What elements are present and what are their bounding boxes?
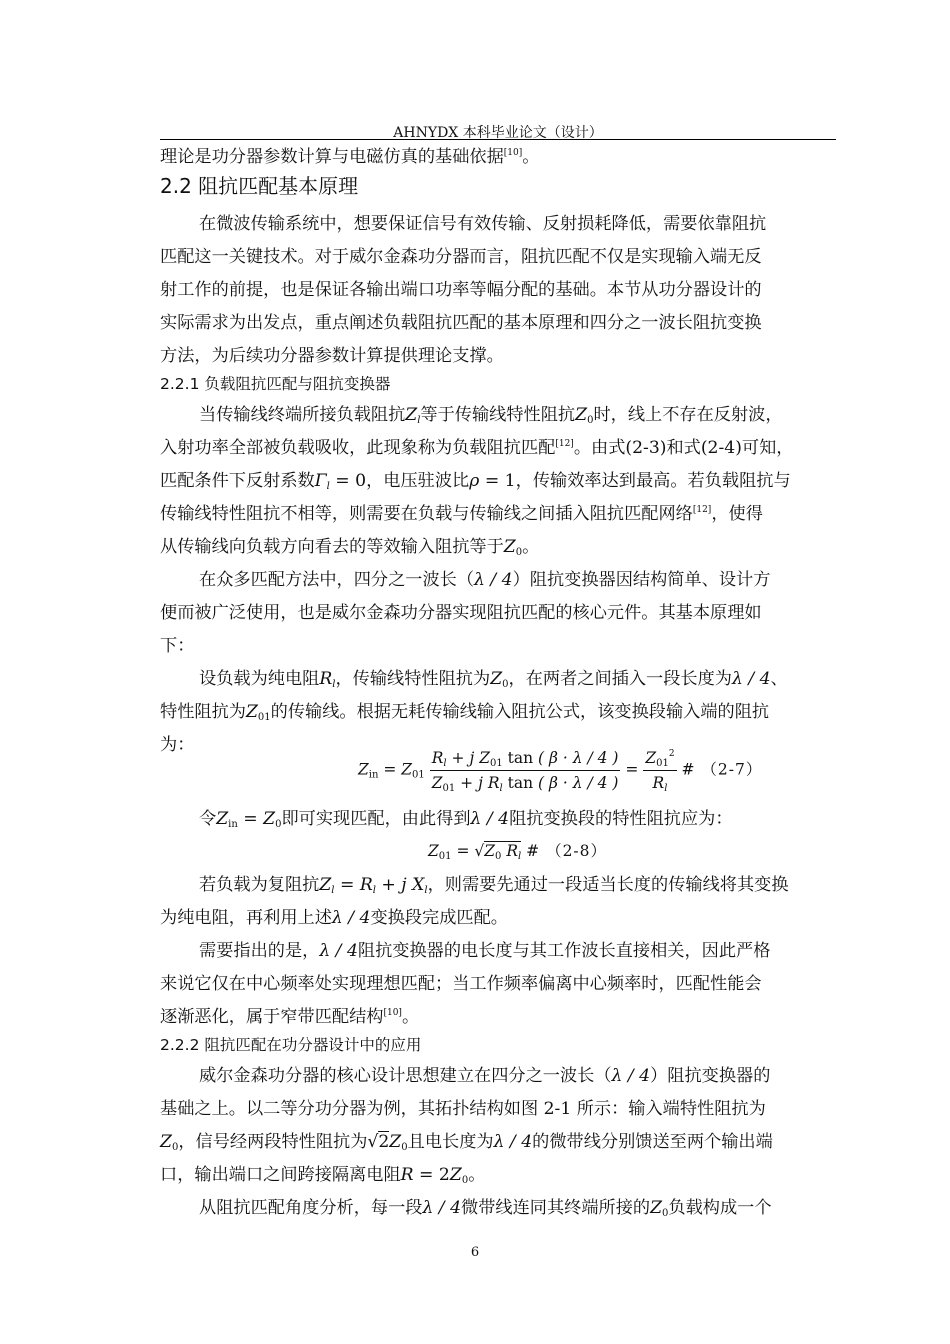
math-symbol: Z bbox=[484, 842, 496, 860]
text: 令 bbox=[199, 809, 217, 829]
page-number: 6 bbox=[470, 1245, 480, 1260]
text: 传输线特性阻抗不相等，则需要在负载与传输线之间插入阻抗匹配网络 bbox=[160, 504, 693, 524]
text-line bbox=[160, 503, 763, 525]
math-symbol: Z bbox=[650, 1198, 663, 1218]
text: ，电压驻波比 bbox=[366, 471, 470, 491]
math-symbol: λ / 4 bbox=[474, 570, 513, 590]
text: 在众多匹配方法中，四分之一波长（ bbox=[199, 570, 475, 590]
math-subscript: 01 bbox=[257, 712, 271, 723]
math-symbol: Z bbox=[490, 669, 503, 689]
text: 从阻抗匹配角度分析，每一段 bbox=[199, 1198, 423, 1218]
text-line: 匹配这一关键技术。对于威尔金森功分器而言，阻抗匹配不仅是实现输入端无反 bbox=[160, 247, 762, 267]
math-symbol: R bbox=[487, 774, 500, 792]
math-subscript: 01 bbox=[656, 758, 669, 769]
math-symbol: Z bbox=[645, 749, 657, 767]
math-symbol: Z bbox=[479, 749, 490, 767]
text-line bbox=[160, 470, 791, 492]
text: 特性阻抗为 bbox=[160, 702, 246, 722]
text-line: 方法，为后续功分器参数计算提供理论支撑。 bbox=[160, 346, 504, 366]
math-subscript: 0 bbox=[171, 1142, 179, 1153]
text: 变换段完成匹配。 bbox=[370, 908, 508, 928]
text: 。 bbox=[522, 147, 540, 167]
math-subscript: 01 bbox=[438, 851, 452, 862]
math-subscript: 0 bbox=[495, 851, 502, 862]
math-symbol: λ / 4 bbox=[470, 809, 510, 829]
math-symbol: √ bbox=[367, 1132, 379, 1152]
math-symbol: = bbox=[378, 760, 402, 779]
math-symbol: ( β · λ / 4 ) bbox=[538, 749, 619, 767]
text-line bbox=[199, 808, 733, 830]
header-rule bbox=[160, 139, 836, 140]
citation: [12] bbox=[555, 439, 574, 449]
math-symbol: = bbox=[334, 875, 360, 895]
math-symbol: λ / 4 bbox=[731, 669, 771, 689]
math-symbol: = 2 bbox=[413, 1165, 450, 1185]
equation-2-8 bbox=[428, 840, 607, 862]
math-symbol: ρ bbox=[469, 471, 480, 491]
math-symbol: Z bbox=[319, 875, 332, 895]
math-subscript: 0 bbox=[401, 1142, 408, 1153]
math-symbol: λ / 4 bbox=[611, 1066, 651, 1086]
citation: [10] bbox=[503, 148, 523, 158]
text: 理论是功分器参数计算与电磁仿真的基础依据 bbox=[160, 147, 504, 167]
math-symbol: √ bbox=[474, 842, 485, 860]
text-line bbox=[199, 668, 788, 690]
text: 。 bbox=[468, 1165, 486, 1185]
text: 的传输线。根据无耗传输线输入阻抗公式，该变换段输入端的阻抗 bbox=[270, 702, 770, 722]
math-symbol: Z bbox=[401, 760, 413, 779]
math-symbol: R bbox=[400, 1165, 414, 1185]
fraction bbox=[643, 747, 676, 794]
text: 设负载为纯电阻 bbox=[199, 669, 320, 689]
text: 口，输出端口之间跨接隔离电阻 bbox=[160, 1165, 401, 1185]
text: 负载构成一个 bbox=[668, 1198, 772, 1218]
math-symbol: R bbox=[319, 669, 333, 689]
fraction bbox=[430, 747, 621, 794]
text: 阻抗变换器的电长度与其工作波长直接相关，因此严格 bbox=[357, 941, 771, 961]
text: ，传输效率达到最高。若负载阻抗与 bbox=[515, 471, 791, 491]
text: 威尔金森功分器的核心设计思想建立在四分之一波长（ bbox=[199, 1066, 612, 1086]
text-line bbox=[199, 1197, 772, 1219]
math-symbol: tan bbox=[507, 774, 534, 792]
math-symbol: ( β · λ / 4 ) bbox=[538, 774, 619, 792]
math-subscript: 0 bbox=[515, 547, 523, 558]
text: 。 bbox=[522, 537, 540, 557]
text-line bbox=[160, 1164, 485, 1186]
text-line: 实际需求为出发点，重点阐述负载阻抗匹配的基本原理和四分之一波长阻抗变换 bbox=[160, 313, 762, 333]
radicand: 2 bbox=[378, 1132, 390, 1152]
denominator bbox=[430, 771, 621, 794]
math-superscript: 2 bbox=[668, 749, 675, 759]
text: 匹配条件下反射系数 bbox=[160, 471, 315, 491]
text-line bbox=[199, 874, 789, 896]
math-subscript: 0 bbox=[587, 415, 594, 426]
denominator bbox=[643, 771, 676, 794]
numerator bbox=[643, 747, 676, 771]
math-subscript: l bbox=[499, 783, 503, 794]
math-symbol: λ / 4 bbox=[422, 1198, 461, 1218]
math-subscript: 01 bbox=[489, 758, 503, 769]
text-line bbox=[160, 146, 539, 168]
section-title: 2.2 阻抗匹配基本原理 bbox=[160, 174, 359, 198]
math-symbol: j bbox=[469, 749, 475, 767]
math-symbol: λ / 4 bbox=[331, 908, 371, 928]
text-line: 在微波传输系统中，想要保证信号有效传输、反射损耗降低，需要依靠阻抗 bbox=[199, 214, 767, 234]
text: 。由式(2-3)和式(2-4)可知， bbox=[573, 438, 794, 458]
text-line: 为： bbox=[160, 735, 195, 755]
text: ）阻抗变换器的 bbox=[650, 1066, 771, 1086]
text: 的微带线分别馈送至两个输出端 bbox=[532, 1132, 773, 1152]
math-symbol: Z bbox=[503, 537, 516, 557]
text-line bbox=[160, 1006, 419, 1028]
subsection-title: 2.2.2 阻抗匹配在功分器设计中的应用 bbox=[160, 1036, 422, 1054]
page-header: AHNYDX 本科毕业论文（设计） bbox=[393, 125, 603, 141]
text-line bbox=[199, 1065, 770, 1087]
subsection-title: 2.2.1 负载阻抗匹配与阻抗变换器 bbox=[160, 375, 391, 393]
text: 。 bbox=[401, 1007, 420, 1027]
text: ，则需要先通过一段适当长度的传输线将其变换 bbox=[427, 875, 789, 895]
math-symbol: R bbox=[359, 875, 373, 895]
text-line: 来说它仅在中心频率处实现理想匹配；当工作频率偏离中心频率时，匹配性能会 bbox=[160, 974, 762, 994]
text-line: 下： bbox=[160, 636, 195, 656]
math-subscript: 0 bbox=[275, 819, 282, 830]
citation: [12] bbox=[692, 505, 712, 515]
math-symbol: X bbox=[412, 875, 425, 895]
text: ，传输线特性阻抗为 bbox=[335, 669, 491, 689]
math-symbol: + bbox=[455, 774, 479, 792]
text: 时，线上不存在反射波， bbox=[593, 405, 783, 425]
math-symbol: λ / 4 bbox=[319, 941, 358, 961]
equation-2-7 bbox=[358, 747, 762, 794]
math-symbol: + bbox=[375, 875, 402, 895]
text-line: 基础之上。以二等分功分器为例，其拓扑结构如图 2-1 所示：输入端特性阻抗为 bbox=[160, 1099, 766, 1119]
math-symbol: = 1 bbox=[479, 471, 516, 491]
text: ，使得 bbox=[711, 504, 763, 524]
text: 即可实现匹配，由此得到 bbox=[281, 809, 471, 829]
math-symbol: Z bbox=[405, 405, 418, 425]
math-subscript: 01 bbox=[412, 769, 425, 781]
math-subscript: 01 bbox=[442, 783, 456, 794]
math-subscript: l bbox=[424, 885, 428, 896]
text: 等于传输线特性阻抗 bbox=[420, 405, 576, 425]
math-subscript: l bbox=[332, 679, 336, 690]
text: ，信号经两段特性阻抗为 bbox=[178, 1132, 368, 1152]
text: 入射功率全部被负载吸收，此现象称为负载阻抗匹配 bbox=[160, 438, 556, 458]
math-symbol: = 0 bbox=[329, 471, 367, 491]
math-symbol: Z bbox=[263, 809, 276, 829]
equation-number: # （2-8） bbox=[526, 842, 608, 860]
math-symbol: R bbox=[506, 842, 519, 860]
math-symbol: Z bbox=[389, 1132, 402, 1152]
math-symbol: tan bbox=[507, 749, 534, 767]
math-subscript: in bbox=[368, 769, 379, 781]
text-line: 射工作的前提，也是保证各输出端口功率等幅分配的基础。本节从功分器设计的 bbox=[160, 280, 762, 300]
numerator bbox=[430, 747, 621, 771]
math-symbol: R bbox=[652, 774, 665, 792]
text: 若负载为复阻抗 bbox=[199, 875, 320, 895]
text: 需要指出的是， bbox=[199, 941, 320, 961]
equation-number: # （2-7） bbox=[681, 760, 763, 779]
math-subscript: l bbox=[326, 481, 330, 492]
math-symbol: Z bbox=[160, 1132, 172, 1152]
math-symbol: Z bbox=[428, 842, 439, 860]
math-symbol: = bbox=[620, 760, 644, 779]
math-symbol: + bbox=[446, 749, 470, 767]
math-symbol: Z bbox=[216, 809, 229, 829]
text-line bbox=[160, 437, 794, 459]
text-line bbox=[160, 536, 539, 558]
math-symbol: Z bbox=[358, 760, 369, 779]
math-symbol: Z bbox=[431, 774, 443, 792]
math-subscript: l bbox=[664, 783, 668, 794]
math-symbol: Γ bbox=[314, 471, 327, 491]
math-subscript: 0 bbox=[502, 679, 509, 690]
math-symbol: Z bbox=[449, 1165, 462, 1185]
math-subscript: l bbox=[518, 851, 522, 862]
math-symbol: R bbox=[431, 749, 444, 767]
text-line bbox=[199, 569, 770, 591]
math-subscript: l bbox=[443, 758, 447, 769]
math-subscript: l bbox=[372, 885, 376, 896]
citation: [10] bbox=[383, 1008, 402, 1018]
text: 从传输线向负载方向看去的等效输入阻抗等于 bbox=[160, 537, 504, 557]
text: 为纯电阻，再利用上述 bbox=[160, 908, 332, 928]
math-symbol: = bbox=[451, 842, 475, 860]
text: ）阻抗变换器因结构简单、设计方 bbox=[512, 570, 771, 590]
text: 当传输线终端所接负载阻抗 bbox=[199, 405, 406, 425]
math-symbol: Z bbox=[575, 405, 588, 425]
math-symbol: Z bbox=[245, 702, 258, 722]
text-line: 便而被广泛使用，也是威尔金森功分器实现阻抗匹配的核心元件。其基本原理如 bbox=[160, 603, 762, 623]
text: 、 bbox=[770, 669, 788, 689]
math-subscript: 0 bbox=[461, 1175, 469, 1186]
math-symbol: = bbox=[237, 809, 264, 829]
radicand bbox=[484, 841, 521, 860]
text-line bbox=[160, 701, 769, 723]
math-subscript: in bbox=[228, 819, 238, 830]
text-line bbox=[160, 1131, 773, 1153]
math-subscript: 0 bbox=[662, 1208, 669, 1219]
text: 微带线连同其终端所接的 bbox=[461, 1198, 651, 1218]
math-subscript: l bbox=[417, 415, 421, 426]
text-line bbox=[199, 404, 783, 426]
math-symbol: λ / 4 bbox=[493, 1132, 533, 1152]
text: 逐渐恶化，属于窄带匹配结构 bbox=[160, 1007, 384, 1027]
math-symbol: j bbox=[401, 875, 407, 895]
text-line bbox=[199, 940, 770, 962]
math-subscript: l bbox=[331, 885, 335, 896]
text-line bbox=[160, 907, 508, 929]
text: 阻抗变换段的特性阻抗应为： bbox=[509, 809, 733, 829]
text: 且电长度为 bbox=[407, 1132, 494, 1152]
math-symbol: j bbox=[478, 774, 483, 792]
text: ，在两者之间插入一段长度为 bbox=[508, 669, 732, 689]
